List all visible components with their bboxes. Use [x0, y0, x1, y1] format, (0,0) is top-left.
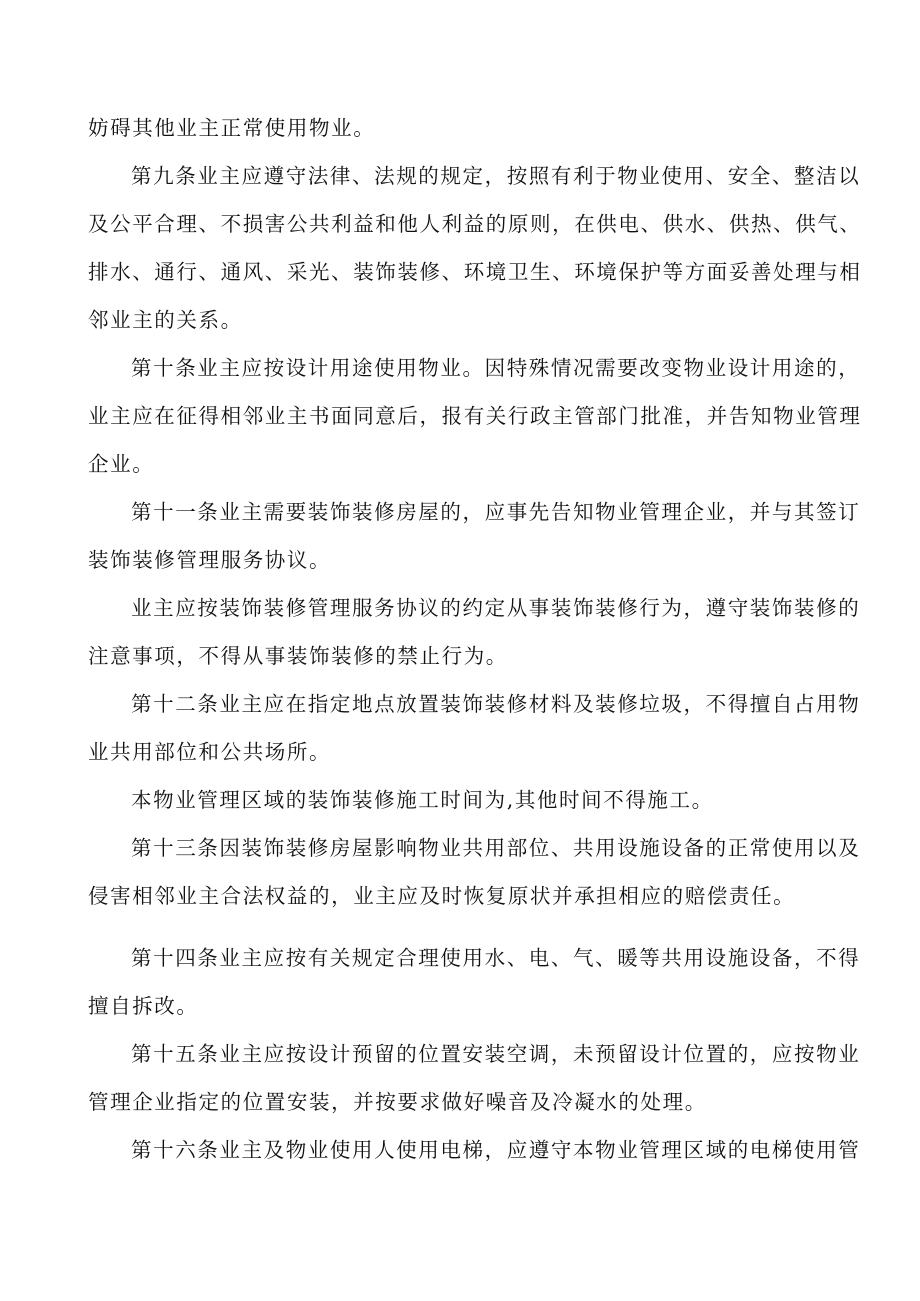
text-line: 第十条业主应按设计用途使用物业。因特殊情况需要改变物业设计用途的，	[131, 356, 861, 380]
text-line: 第十四条业主应按有关规定合理使用水、电、气、暖等共用设施设备，不得	[131, 946, 861, 970]
text-line: 第十三条因装饰装修房屋影响物业共用部位、共用设施设备的正常使用以及	[131, 836, 861, 860]
text-line: 业共用部位和公共场所。	[88, 740, 332, 764]
text-line: 第十二条业主应在指定地点放置装饰装修材料及装修垃圾，不得擅自占用物	[131, 692, 861, 716]
text-line: 第九条业主应遵守法律、法规的规定，按照有利于物业使用、安全、整洁以	[131, 164, 861, 188]
text-line: 管理企业指定的位置安装，并按要求做好噪音及冷凝水的处理。	[88, 1090, 707, 1114]
text-line: 第十一条业主需要装饰装修房屋的，应事先告知物业管理企业，并与其签订	[131, 500, 861, 524]
text-line: 业主应在征得相邻业主书面同意后，报有关行政主管部门批准，并告知物业管理	[88, 404, 862, 428]
text-line: 第十六条业主及物业使用人使用电梯，应遵守本物业管理区域的电梯使用管	[131, 1138, 861, 1162]
text-line: 及公平合理、不损害公共利益和他人利益的原则，在供电、供水、供热、供气、	[88, 212, 862, 236]
text-line: 注意事项，不得从事装饰装修的禁止行为。	[88, 644, 508, 668]
text-line: 企业。	[88, 452, 155, 476]
text-line: 妨碍其他业主正常使用物业。	[88, 116, 376, 140]
text-line: 装饰装修管理服务协议。	[88, 548, 332, 572]
text-line: 邻业主的关系。	[88, 308, 243, 332]
text-line: 第十五条业主应按设计预留的位置安装空调，未预留设计位置的，应按物业	[131, 1042, 861, 1066]
text-line: 擅自拆改。	[88, 994, 199, 1018]
text-line: 侵害相邻业主合法权益的，业主应及时恢复原状并承担相应的赔偿责任。	[88, 884, 796, 908]
text-line: 业主应按装饰装修管理服务协议的约定从事装饰装修行为，遵守装饰装修的	[131, 596, 861, 620]
text-line: 本物业管理区域的装饰装修施工时间为,其他时间不得施工。	[131, 788, 714, 812]
text-line: 排水、通行、通风、采光、装饰装修、环境卫生、环境保护等方面妥善处理与相	[88, 260, 862, 284]
